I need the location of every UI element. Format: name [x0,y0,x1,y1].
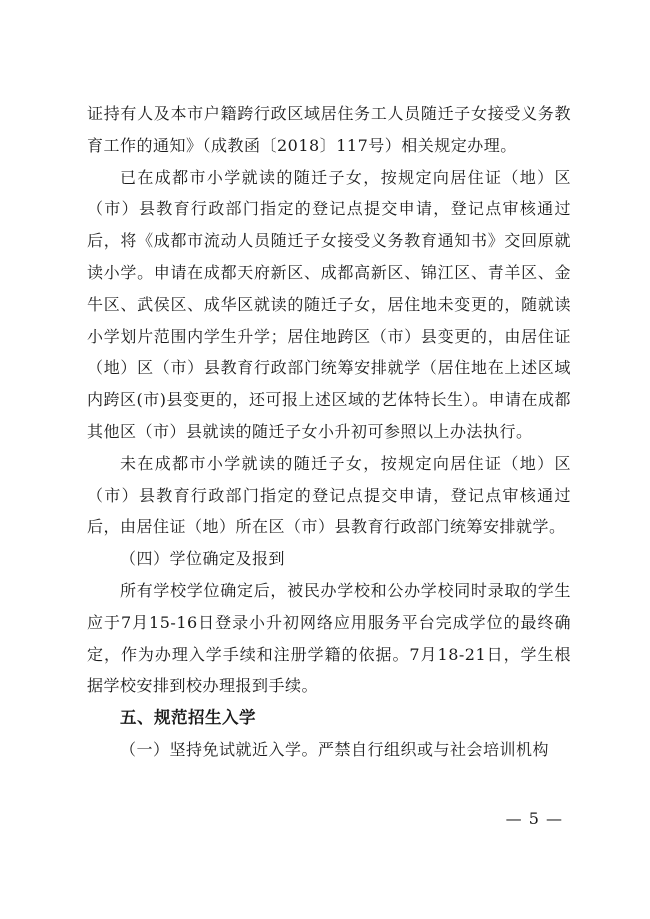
document-body [87,98,571,766]
paragraph-exam-free-enrollment: （一）坚持免试就近入学。严禁自行组织或与社会培训机构 [120,739,550,759]
section-heading-standardize-enrollment: 五、规范招生入学 [120,708,256,728]
paragraph-not-enrolled-migrant-children: 未在成都市小学就读的随迁子女，按规定向居住证（地）区（市）县教育行政部门指定的登记点提交申请，登记点审核通过后，由居住证（地）所在区（市）县教育行政部门统筹安排就学。 [87,453,571,537]
paragraph-enrolled-migrant-children: 已在成都市小学就读的随迁子女，按规定向居住证（地）区（市）县教育行政部门指定的登记点提交申请，登记点审核通过后，将《成都市流动人员随迁子女接受义务教育通知书》交回原就读小学。申请在成都天府新区、成都高新区、锦江区、青羊区、金牛区、武侯区、成华区就读的随迁子女，居住地未变更的，随就读小学划片范围内学生升学；居住地跨区（市）县变更的，由居住证（地）区（市）县教育行政部门统筹安排就学（居住地在上述区域内跨区(市)县变更的，还可报上述区域的艺体特长生）。申请在成都其他区（市）县就读的随迁子女小升初可参照以上办法执行。 [87,167,571,441]
page-number: — 5 — [505,809,563,828]
section-heading-degree-confirmation: （四）学位确定及报到 [120,549,286,569]
paragraph-notice-continuation: 证持有人及本市户籍跨行政区域居住务工人员随迁子女接受义务教育工作的通知》（成教函〔2018〕117号）相关规定办理。 [87,104,571,155]
paragraph-degree-confirmation: 所有学校学位确定后，被民办学校和公办学校同时录取的学生应于7月15-16日登录小升初网络应用服务平台完成学位的最终确定，作为办理入学手续和注册学籍的依据。7月18-21日，学生根据学校安排到校办理报到手续。 [87,580,571,696]
